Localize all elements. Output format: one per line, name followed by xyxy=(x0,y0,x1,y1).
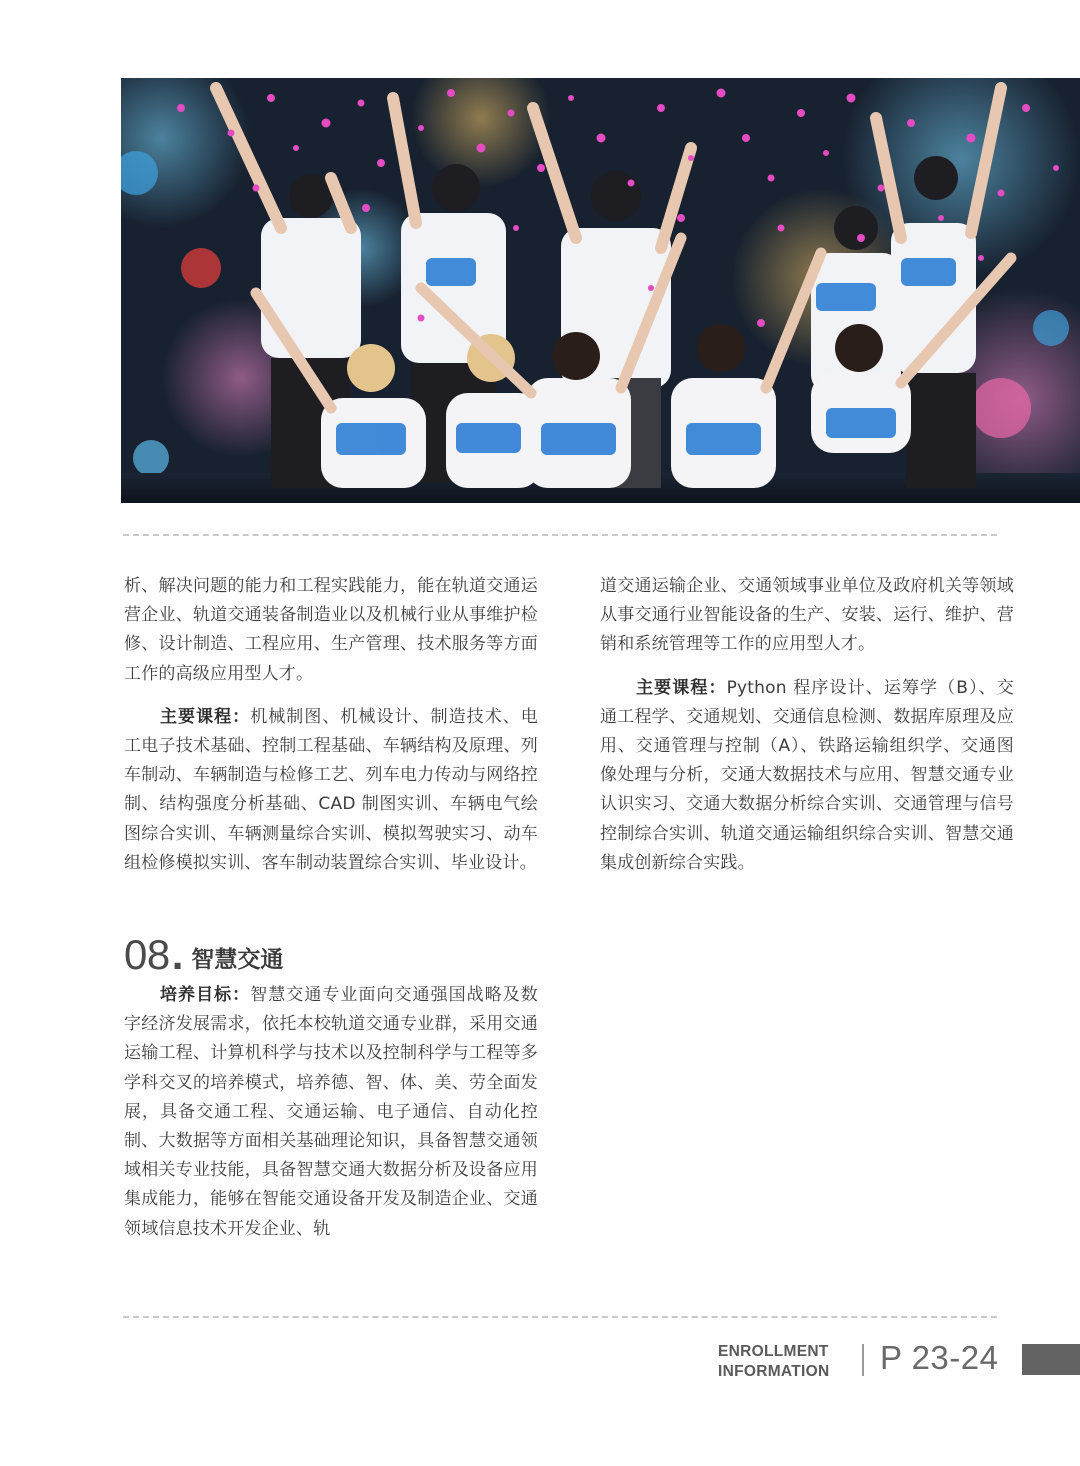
left-courses-paragraph xyxy=(124,703,538,878)
right-courses-paragraph xyxy=(600,674,1014,878)
right-column xyxy=(600,572,1014,878)
right-paragraph-1: 道交通运输企业、交通领域事业单位及政府机关等领域从事交通行业智能设备的生产、安装、运行、维护、营销和系统管理等工作的应用型人才。 xyxy=(600,576,1014,655)
right-courses-label: 主要课程： xyxy=(636,677,727,698)
section-heading xyxy=(124,928,283,976)
left-paragraph-1: 析、解决问题的能力和工程实践能力，能在轨道交通运营企业、轨道交通装备制造业以及机械行业从事维护检修、设计制造、工程应用、生产管理、技术服务等方面工作的高级应用型人才。 xyxy=(124,576,538,684)
courses-label: 主要课程： xyxy=(160,706,251,727)
page-number: P 23-24 xyxy=(880,1339,999,1376)
divider-top xyxy=(123,534,997,536)
footer-line-2: INFORMATION xyxy=(718,1363,830,1380)
footer-label xyxy=(718,1342,830,1382)
section-goal-block xyxy=(124,981,538,1244)
left-column xyxy=(124,572,538,878)
right-courses-text: Python 程序设计、运筹学（B）、交通工程学、交通规划、交通信息检测、数据库原理及应用、交通管理与控制（A）、铁路运输组织学、交通图像处理与分析，交通大数据技术与应用、智慧交通专业认识实习、交通大数据分析综合实训、交通管理与信号控制综合实训、轨道交通运输组织综合实训、智慧交通集成创新综合实践。 xyxy=(600,677,1015,873)
courses-text: 机械制图、机械设计、制造技术、电工电子技术基础、控制工程基础、车辆结构及原理、列车制动、车辆制造与检修工艺、列车电力传动与网络控制、结构强度分析基础、CAD 制图实训、车辆电气绘图综合实训、车辆测量综合实训、模拟驾驶实习、动车组检修模拟实训、客车制动装置综合实训、毕业设计。 xyxy=(124,706,538,873)
footer-accent-bar xyxy=(1022,1344,1080,1375)
goal-paragraph xyxy=(124,981,538,1244)
stage-performance-photo xyxy=(121,78,1080,503)
goal-text: 智慧交通专业面向交通强国战略及数字经济发展需求，依托本校轨道交通专业群，采用交通运输工程、计算机科学与技术以及控制科学与工程等多学科交叉的培养模式，培养德、智、体、美、劳全面发展，具备交通工程、交通运输、电子通信、自动化控制、大数据等方面相关基础理论知识，具备智慧交通领域相关专业技能，具备智慧交通大数据分析及设备应用集成能力，能够在智能交通设备开发及制造企业、交通领域信息技术开发企业、轨 xyxy=(124,985,538,1239)
photo-illustration xyxy=(121,78,1080,503)
divider-bottom xyxy=(123,1316,997,1318)
footer-line-1: ENROLLMENT xyxy=(718,1343,829,1360)
section-number: 08 xyxy=(124,931,170,978)
goal-label: 培养目标： xyxy=(160,985,251,1005)
section-title: 智慧交通 xyxy=(191,947,284,973)
footer-divider xyxy=(862,1344,864,1376)
section-dot: . xyxy=(171,931,184,978)
